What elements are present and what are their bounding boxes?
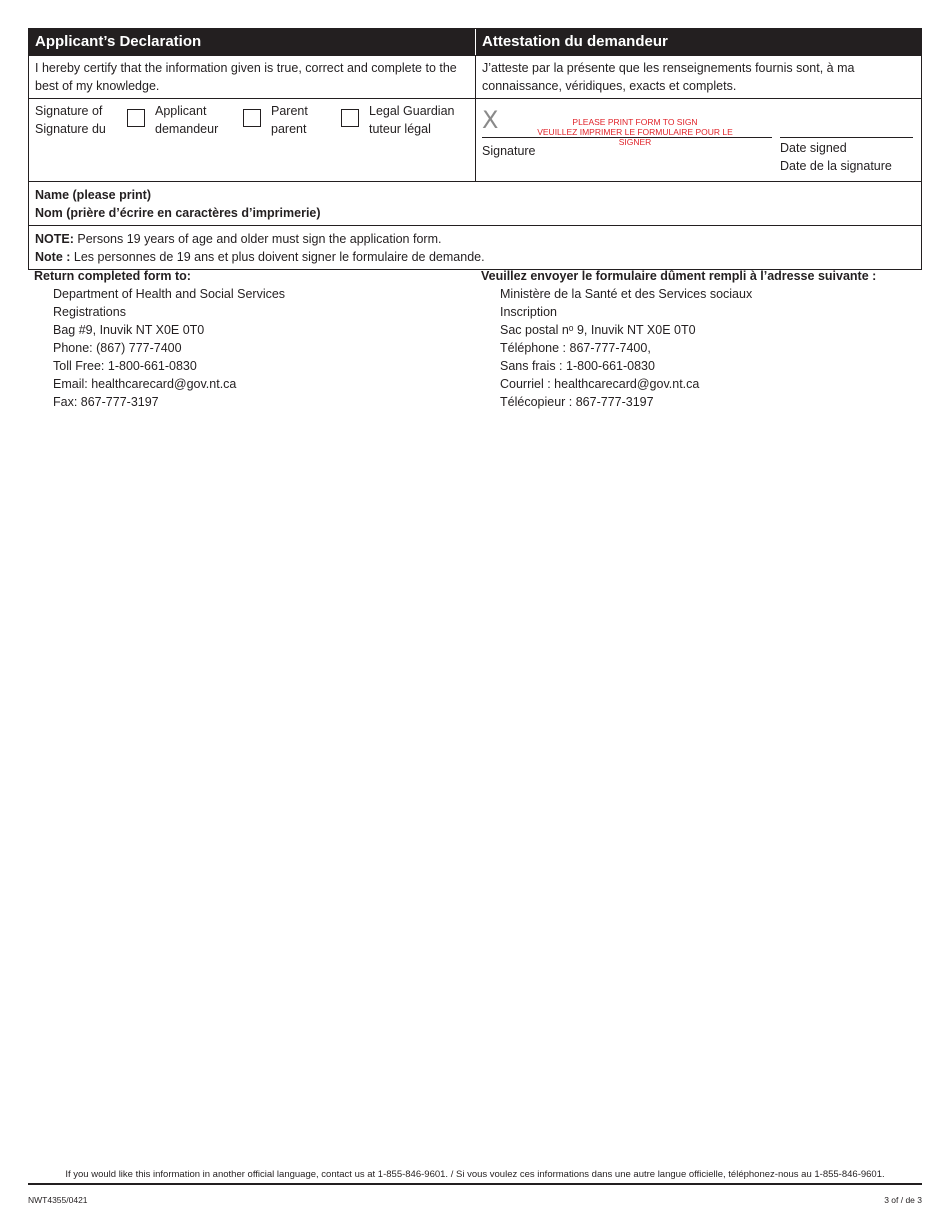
certify-row [29,56,921,99]
title-en: Applicant’s Declaration [29,29,475,55]
applicant-label-en: Applicant [155,104,207,118]
date-signed-field[interactable] [780,137,913,138]
signature-area [475,99,921,181]
footer-divider [28,1183,922,1185]
print-to-sign-message: PLEASE PRINT FORM TO SIGN VEUILLEZ IMPRIMER LE FORMULAIRE POUR LE SIGNER [537,117,733,147]
address-line: Sac postal nᵒ 9, Inuvik NT X0E 0T0 [500,323,696,337]
return-title-fr: Veuillez envoyer le formulaire dûment rempli à l’adresse suivante : [481,269,877,283]
guardian-label-en: Legal Guardian [369,104,455,118]
note-en: NOTE: Persons 19 years of age and older must sign the application form. [35,232,442,246]
applicant-checkbox[interactable] [127,109,145,127]
page-number: 3 of / de 3 [884,1195,922,1205]
return-address-en [28,267,475,411]
form-number: NWT4355/0421 [28,1195,88,1205]
date-signed-caption: Date signed Date de la signature [780,141,892,173]
signature-x-mark: X [482,106,499,134]
signature-caption: Signature [482,144,536,158]
note-row [29,226,921,269]
email-line: Email: healthcarecard@gov.nt.ca [53,377,237,391]
signature-field[interactable] [482,137,772,138]
note-fr: Note : Les personnes de 19 ans et plus doivent signer le formulaire de demande. [35,250,485,264]
signature-row [29,99,921,182]
option-applicant [127,102,229,138]
phone-line: Téléphone : 867-777-7400, [500,341,651,355]
fax-line: Fax: 867-777-3197 [53,395,159,409]
name-label-fr: Nom (prière d’écrire en caractères d’imprimerie) [35,206,321,220]
fax-line: Télécopieur : 867-777-3197 [500,395,654,409]
parent-label-en: Parent [271,104,308,118]
title-fr: Attestation du demandeur [475,29,921,55]
address-line: Department of Health and Social Services [53,287,286,301]
phone-line: Phone: (867) 777-7400 [53,341,182,355]
option-legal-guardian [341,102,454,138]
signer-type [29,99,475,181]
applicant-label-fr: demandeur [155,122,219,136]
official-language-note: If you would like this information in another official language, contact us at 1-855-846-9601. / Si vous voulez ces informations dans une autre langue officielle, téléphonez-nous au 1-855-846-9601. [65,1169,885,1180]
parent-checkbox[interactable] [243,109,261,127]
name-row[interactable] [29,182,921,226]
option-parent [243,102,327,138]
toll-free-line: Sans frais : 1-800-661-0830 [500,359,655,373]
toll-free-line: Toll Free: 1-800-661-0830 [53,359,197,373]
address-line: Ministère de la Santé et des Services sociaux [500,287,753,301]
email-line: Courriel : healthcarecard@gov.nt.ca [500,377,700,391]
address-line: Bag #9, Inuvik NT X0E 0T0 [53,323,205,337]
age-note [29,226,921,269]
guardian-label-fr: tuteur légal [369,122,431,136]
certify-fr: J’atteste par la présente que les renseignements fournis sont, à ma connaissance, véridiques, exacts et complets. [475,56,921,98]
parent-label-fr: parent [271,122,307,136]
signature-of-label: Signature of Signature du [35,104,106,136]
address-line: Inscription [500,305,557,319]
return-addresses [28,267,922,411]
declaration-form [28,28,922,270]
legal-guardian-checkbox[interactable] [341,109,359,127]
certify-en: I hereby certify that the information given is true, correct and complete to the best of my knowledge. [35,61,457,93]
return-title-en: Return completed form to: [34,269,191,283]
name-field[interactable] [29,182,921,225]
declaration-header [29,29,921,56]
address-line: Registrations [53,305,126,319]
name-label-en: Name (please print) [35,188,152,202]
return-address-fr [475,267,922,411]
